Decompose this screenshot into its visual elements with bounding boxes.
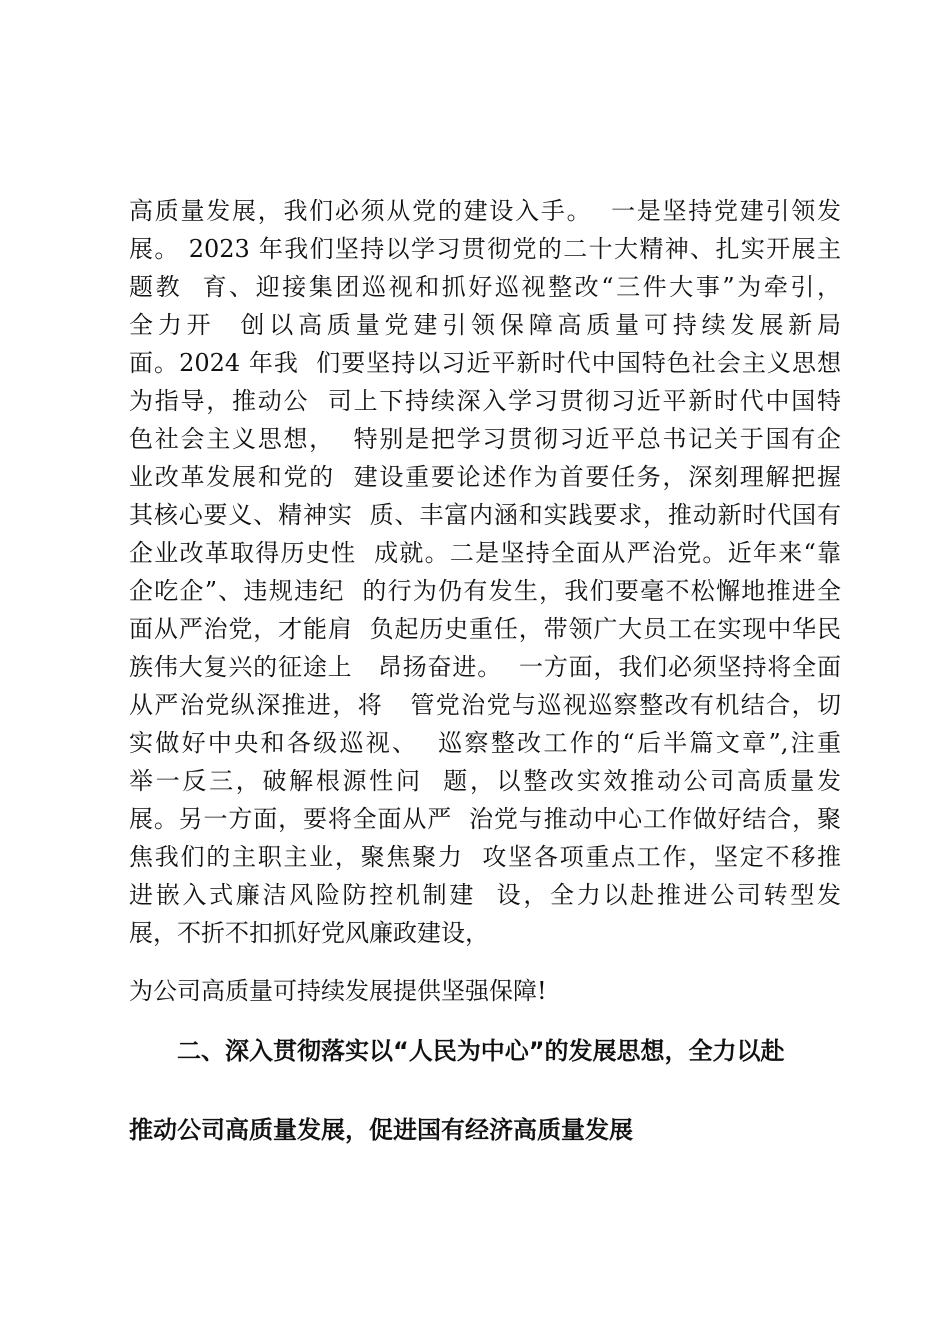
paragraph-line: 族伟大复兴的征途上 昂扬奋进。 一方面，我们必须坚持将全面 — [129, 653, 841, 681]
paragraph-line: 焦我们的主职主业，聚焦聚力 攻坚各项重点工作，坚定不移推 — [129, 843, 841, 871]
paragraph-line: 其核心要义、精神实 质、丰富内涵和实践要求，推动新时代国有 — [129, 501, 841, 529]
paragraph-line: 色社会主义思想， 特别是把学习贯彻习近平总书记关于国有企 — [129, 425, 841, 453]
section-heading-line-2: 推动公司高质量发展，促进国有经济高质量发展 — [129, 1116, 633, 1144]
paragraph-line: 高质量发展，我们必须从党的建设入手。 一是坚持党建引领发 — [129, 197, 841, 225]
paragraph-line: 展，不折不扣抓好党风廉政建设， — [129, 919, 489, 947]
paragraph-line: 企业改革取得历史性 成就。二是坚持全面从严治党。近年来“靠 — [129, 539, 841, 567]
paragraph-line: 业改革发展和党的 建设重要论述作为首要任务，深刻理解把握 — [129, 463, 841, 491]
section-heading-line-1: 二、深入贯彻落实以“人民为中心”的发展思想，全力以赴 — [177, 1037, 785, 1065]
paragraph-line: 展。另一方面，要将全面从严 治党与推动中心工作做好结合，聚 — [129, 805, 841, 833]
paragraph-line: 面从严治党，才能肩 负起历史重任，带领广大员工在实现中华民 — [129, 615, 841, 643]
closing-line: 为公司高质量可持续发展提供坚强保障! — [129, 977, 547, 1005]
paragraph-line: 全力开 创以高质量党建引领保障高质量可持续发展新局 — [129, 311, 841, 339]
paragraph-line: 面。2024 年我 们要坚持以习近平新时代中国特色社会主义思想 — [129, 349, 841, 377]
paragraph-line: 题教 育、迎接集团巡视和抓好巡视整改“三件大事”为牵引， — [129, 273, 841, 301]
paragraph-line: 为指导，推动公 司上下持续深入学习贯彻习近平新时代中国特 — [129, 387, 841, 415]
paragraph-line: 展。 2023 年我们坚持以学习贯彻党的二十大精神、扎实开展主 — [129, 235, 841, 263]
paragraph-line: 实做好中央和各级巡视、 巡察整改工作的“后半篇文章”,注重 — [129, 729, 841, 757]
paragraph-line: 从严治党纵深推进，将 管党治党与巡视巡察整改有机结合，切 — [129, 691, 841, 719]
paragraph-line: 进嵌入式廉洁风险防控机制建 设，全力以赴推进公司转型发 — [129, 881, 841, 909]
paragraph-line: 企吃企”、违规违纪 的行为仍有发生，我们要毫不松懈地推进全 — [129, 577, 841, 605]
paragraph-line: 举一反三，破解根源性问 题，以整改实效推动公司高质量发 — [129, 767, 841, 795]
